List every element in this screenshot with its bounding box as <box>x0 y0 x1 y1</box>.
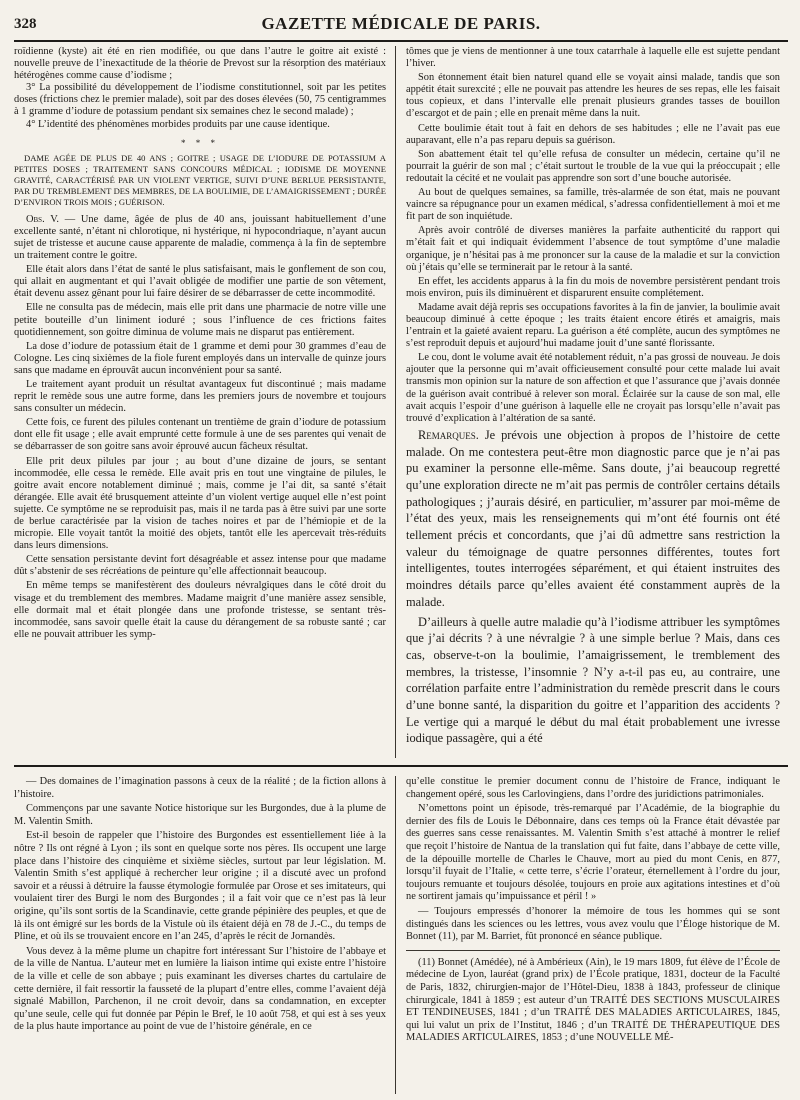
paragraph: tômes que je viens de mentionner à une toux catarrhale à laquelle elle est sujette pendant l’hiver. <box>406 46 780 70</box>
feuilleton-rule <box>14 765 788 767</box>
paragraph: En même temps se manifestèrent des douleurs névralgiques dans le côté droit du visage et du tremblement des membres. Madame maigrit d’une manière assez sensible, elle dormait mal et était plongée dans une profonde tristesse, se sentant très-incommodée, sans savoir quelle était la cause du dérangement de sa robuste santé ; car elle ne pouvait attribuer les symp- <box>14 580 386 640</box>
remarks-label: Remarques. <box>418 427 479 442</box>
paragraph: Vous devez à la même plume un chapitre fort intéressant Sur l’histoire de l’abbaye et de la ville de Nantua. L’auteur met en lumière la liaison intime qui existe entre l’histoire de la ville et celle de son abbaye ; puis examinant les diverses chartes du cartulaire de cette dernière, il fait ressortir la fausseté de la plupart d’entre elles, comme l’avaient déjà signalé Mabillon, Parchenon, il ne croit devoir, dans sa condamnation, en excepter qu’une seule, celle qui fut donnée par Pépin le Bref, le 10 août 758, et qui est à ses yeux de la plus haute importance au point de vue de l’histoire générale, en ce <box>14 945 386 1033</box>
paragraph: Cette fois, ce furent des pilules contenant un trentième de grain d’iodure de potassium dont elle fit usage ; elle avait emprunté cette formule à une de ses parentes qui venait de se débarrasser de son goitre sans avoir éprouvé aucun fâcheux résultat. <box>14 417 386 453</box>
paragraph: Cette sensation persistante devint fort désagréable et assez intense pour que madame dût s’abstenir de ses récréations de peinture qu’elle affectionnait beaucoup. <box>14 554 386 578</box>
paragraph: Le cou, dont le volume avait été notablement réduit, n’a pas grossi de nouveau. Je dois ajouter que la personne qui m’avait officieusement consulté pour cette malade lui avait transmis mon opinion sur la nature de son affection et que l’assurance que j’avais donnée de la guérison avait contribué à relever son moral. Éclairée sur la cause de son mal, elle avait acquis l’espoir d’une guérison à laquelle elle ne croyait pas lorsqu’elle n’avait pas trouvé d’explication à l’altération de sa santé. <box>406 352 780 424</box>
observation-text: — Une dame, âgée de plus de 40 ans, jouissant habituellement d’une excellente santé, n’étant ni chlorotique, ni hystérique, ni hypocondriaque, n’ayant aucun sujet de tristesse et aucune cause apparente de maladie, commença à la fin de septembre un traitement contre le goitre. <box>14 213 386 262</box>
footnote-rule <box>406 950 780 951</box>
paragraph: Le traitement ayant produit un résultat avantageux fut discontinué ; mais madame reprit le remède sous une autre forme, dans les premiers jours de novembre et toujours sans consulter un médecin. <box>14 378 386 415</box>
remarks-text: Je prévois une objection à propos de l’histoire de cette malade. On me contestera peut-être mon diagnostic parce que je n’ai pas pu examiner la personne elle-même. Sans doute, j’ai beaucoup regretté qu’une exploration directe ne m’ait pas permis de contrôler certains détails pathologiques ; j’aurais désiré, en particulier, m’assurer par moi-même de l’état des yeux, mais les renseignements qui m’ont été fournis ont été tellement précis et concordants, que j’ai dû admettre sans restriction la valeur du témoignage de quatre personnes différentes, toutes fort intelligentes, toutes interrogées séparément, et qui étaient instruites des moindres détails parce qu’elles avaient été constamment auprès de la malade. <box>406 427 780 609</box>
paragraph: La dose d’iodure de potassium était de 1 gramme et demi pour 30 grammes d’eau de Cologne. Les cinq sixièmes de la fiole furent employés dans un intervalle de quinze jours sans que madame en éprouvât aucun inconvénient pour sa santé. <box>14 340 386 376</box>
paragraph: D’ailleurs à quelle autre maladie qu’à l’iodisme attribuer les symptômes que j’ai décrits ? à une névralgie ? à une simple berlue ? Mais, dans ces cas, observe-t-on la boulimie, l’amaigrissement, le tremblement des membres, la tristesse, l’insomnie ? N’y a-t-il pas eu, au contraire, une corrélation parfaite entre l’administration du remède prescrit dans le cours d’une bonne santé, la disparition du goitre et l’apparition des accidents ? Le vertige qui a marqué le début du mal était probablement une ivresse iodique passagère, qui a été <box>406 614 780 746</box>
paragraph: Après avoir contrôlé de diverses manières la parfaite authenticité du rapport qui m’était fait et qui indiquait évidemment l’absence de tout symptôme d’une maladie organique, je n’hésitai pas à me prononcer sur la cause de la maladie et sur la conviction où j’étais qu’elle se terminerait par le retour à la santé. <box>406 225 780 273</box>
paragraph: — Toujours empressés d’honorer la mémoire de tous les hommes qui se sont distingués dans les sciences ou les lettres, vous avez voulu que l’Éloge historique de M. Bonnet (11), par M. Barriet, fût prononcé en séance publique. <box>406 905 780 943</box>
observation-intro <box>14 214 386 262</box>
section-separator: * * * <box>181 137 219 148</box>
case-heading: DAME AGÉE DE PLUS DE 40 ANS ; GOITRE ; USAGE DE L’IODURE DE POTASSIUM A PETITES DOSES ; TRAITEMENT SANS CONCOURS MÉDICAL ; IODISME DE MOYENNE GRAVITÉ, CARACTÉRISÉ PAR UN VIOLENT VERTIGE, SUIVI D’UNE BERLUE PERSISTANTE, PAR DU TREMBLEMENT DES MEMBRES, DE LA BOULIMIE, DE L’AMAIGRISSEMENT ; DURÉE D’ENVIRON TROIS MOIS ; GUÉRISON. <box>14 152 386 207</box>
paragraph: Au bout de quelques semaines, sa famille, très-alarmée de son état, mais ne pouvant vaincre sa répugnance pour un examen médical, s’adressa confidentiellement à moi et me fit part de son inquiétude. <box>406 187 780 223</box>
page-number: 328 <box>14 16 37 32</box>
right-column-lower <box>406 776 780 1094</box>
left-column-upper <box>14 46 386 758</box>
column-rule <box>395 46 396 758</box>
journal-title: GAZETTE MÉDICALE DE PARIS. <box>261 14 541 33</box>
paragraph: Cette boulimie était tout à fait en dehors de ses habitudes ; elle ne l’avait pas eue auparavant, elle n’a pas reparu depuis sa guérison. <box>406 122 780 146</box>
footnote: (11) Bonnet (Amédée), né à Ambérieux (Ain), le 19 mars 1809, fut élève de l’École de médecine de Lyon, lauréat (grand prix) de l’École pratique, 1831, docteur de la Faculté de Paris, 1832, chirurgien-major de l’Hôtel-Dieu, 1838 à 1843, professeur de clinique chirurgicale, 1841 à 1859 ; est auteur d’un TRAITÉ DES SECTIONS MUSCULAIRES ET TENDINEUSES, 1841 ; d’un TRAITÉ DES MALADIES ARTICULAIRES, 1845, qui lui valut un prix de l’Institut, 1846 ; d’un TRAITÉ DE THÉRAPEUTIQUE DES MALADIES ARTICULAIRES, 1853 ; d’une NOUVELLE MÉ- <box>406 956 780 1044</box>
paragraph: Son étonnement était bien naturel quand elle se voyait ainsi malade, tandis que son appétit était surexcité ; elle ne pouvait pas attendre les heures de ses repas, elle les faisait tous copieux, et dans l’intervalle elle prenait plusieurs grandes tasses de bouillon d’escargot et de pain ; elle en prenait même dans la nuit. <box>406 72 780 120</box>
paragraph: N’omettons point un épisode, très-remarqué par l’Académie, de la biographie du dernier des fils de Louis le Débonnaire, dans ces temps où la France était dévastée par des guerres sans cesse renaissantes. M. Valentin Smith s’est attaché à montrer le relief que reçoit l’histoire de Nantua de la translation qui fut faite, dans l’abbaye de cette ville, de la dépouille mortelle de Charles le Chauve, mort au pied du mont Cenis, en 877, lorsqu’il fuyait de l’Italie, « cette terre, s’écrie l’orateur, éternellement à l’ordre du jour, toujours remuante et toujours désolée, toujours en proie aux agitations intestines et d’où ne sortirent jamais qu’impuissance et péril ! » <box>406 803 780 903</box>
paragraph: qu’elle constitue le premier document connu de l’histoire de France, indiquant le changement opéré, sous les Carlovingiens, dans l’ordre des juridictions patrimoniales. <box>406 776 780 800</box>
observation-label: Obs. V. <box>26 213 59 225</box>
page-header <box>14 14 788 42</box>
paragraph: Est-il besoin de rappeler que l’histoire des Burgondes est essentiellement liée à la nôtre ? Ils ont régné à Lyon ; ils sont en quelque sorte nos pères. Ils occupent une large place dans l’histoire des cinquième et sixième siècles, surtout par leur législation. M. Valentin Smith s’est appliqué à rechercher leur origine ; il a discuté avec un profond savoir et a réussi à détruire la fausse étymologie formulée par Orose et ses imitateurs, qui voulaient tirer des Burgi le nom des Burgondes ; il a fait voir que ce n’est pas là leur origine, qu’ils sont sortis de la Scandinavie, cette grande pépinière des peuples, et que de là ils ont émigré sur les bords de la Vistule où ils étaient déjà en 78 de J.-C., du temps de Pline, et où ils se trouvaient encore en l’an 245, d’après le récit de Jornandès. <box>14 830 386 943</box>
paragraph: — Des domaines de l’imagination passons à ceux de la réalité ; de la fiction allons à l’histoire. <box>14 776 386 800</box>
intro-continuation: roïdienne (kyste) ait été en rien modifiée, ou que dans l’autre le goitre ait existé : nouvelle preuve de l’inexactitude de la théorie de Prevost sur la résorption des matériaux hétérogènes comme cause d’iodisme ; <box>14 46 386 82</box>
paragraph: Elle ne consulta pas de médecin, mais elle prit dans une pharmacie de notre ville une petite bouteille d’un liniment ioduré ; sous l’influence de ces frictions faites quotidiennement, son goitre diminua de volume mais ne disparut pas entièrement. <box>14 302 386 338</box>
remarks-section <box>406 427 780 747</box>
paragraph: Son abattement était tel qu’elle refusa de consulter un médecin, certaine qu’il ne pourrait la guérir de son mal ; c’était surtout le trouble de la vue qui la préoccupait ; elle redoutait la cécité et ne voulait pas apprendre son sort d’une bouche autorisée. <box>406 148 780 184</box>
paragraph: Elle prit deux pilules par jour ; au bout d’une dizaine de jours, se sentant incommodée, elle cessa le remède. Elle avait pris en tout une vingtaine de pilules, le goitre avait encore notablement diminué ; mais, comme je l’ai dit, sa santé s’était dérangée. Elle avait été brusquement atteinte d’un violent vertige auquel elle n’est point sujette. Ce symptôme ne se reproduisit pas, mais il ne tarda pas à être suivi par une sorte de berlue caractérisée par la vision de taches noires et par de l’hémiopie et de la micropie. Elle voyait tantôt la moitié des objets, tantôt elle les apercevait très-réduits dans leurs dimensions. <box>14 455 386 552</box>
paragraph: En effet, les accidents apparus à la fin du mois de novembre persistèrent pendant trois mois environ, puis ils diminuèrent et disparurent ensuite complétement. <box>406 275 780 299</box>
paragraph: Commençons par une savante Notice historique sur les Burgondes, due à la plume de M. Valentin Smith. <box>14 803 386 827</box>
conclusion-item-3: 3° La possibilité du développement de l’iodisme constitutionnel, soit par les petites doses (frictions chez le premier malade), soit par des doses élevées (50, 75 centigrammes à 1 gramme d’iodure de potassium pendant six semaines chez le second malade) ; <box>14 82 386 118</box>
paragraph: Madame avait déjà repris ses occupations favorites à la fin de janvier, la boulimie avait beaucoup diminué à cette époque ; les traits étaient encore étirés et amaigris, mais l’entrain et la gaieté avaient reparu. La guérison a été complète, aucun des symptômes ne s’est reproduit depuis et aujourd’hui madame jouit d’une santé florissante. <box>406 301 780 350</box>
column-rule-lower <box>395 776 396 1094</box>
conclusion-item-4: 4° L’identité des phénomènes morbides produits par une cause identique. <box>26 118 330 130</box>
paragraph: Elle était alors dans l’état de santé le plus satisfaisant, mais le gonflement de son cou, qui allait en augmentant et qui l’avait obligée de modifier une partie de son vêtement, était devenu assez gênant pour lui faire désirer de se débarrasser de cette incommodité. <box>14 264 386 300</box>
right-column-upper <box>406 46 780 758</box>
remarks-paragraph <box>406 427 780 611</box>
left-column-lower <box>14 776 386 1094</box>
